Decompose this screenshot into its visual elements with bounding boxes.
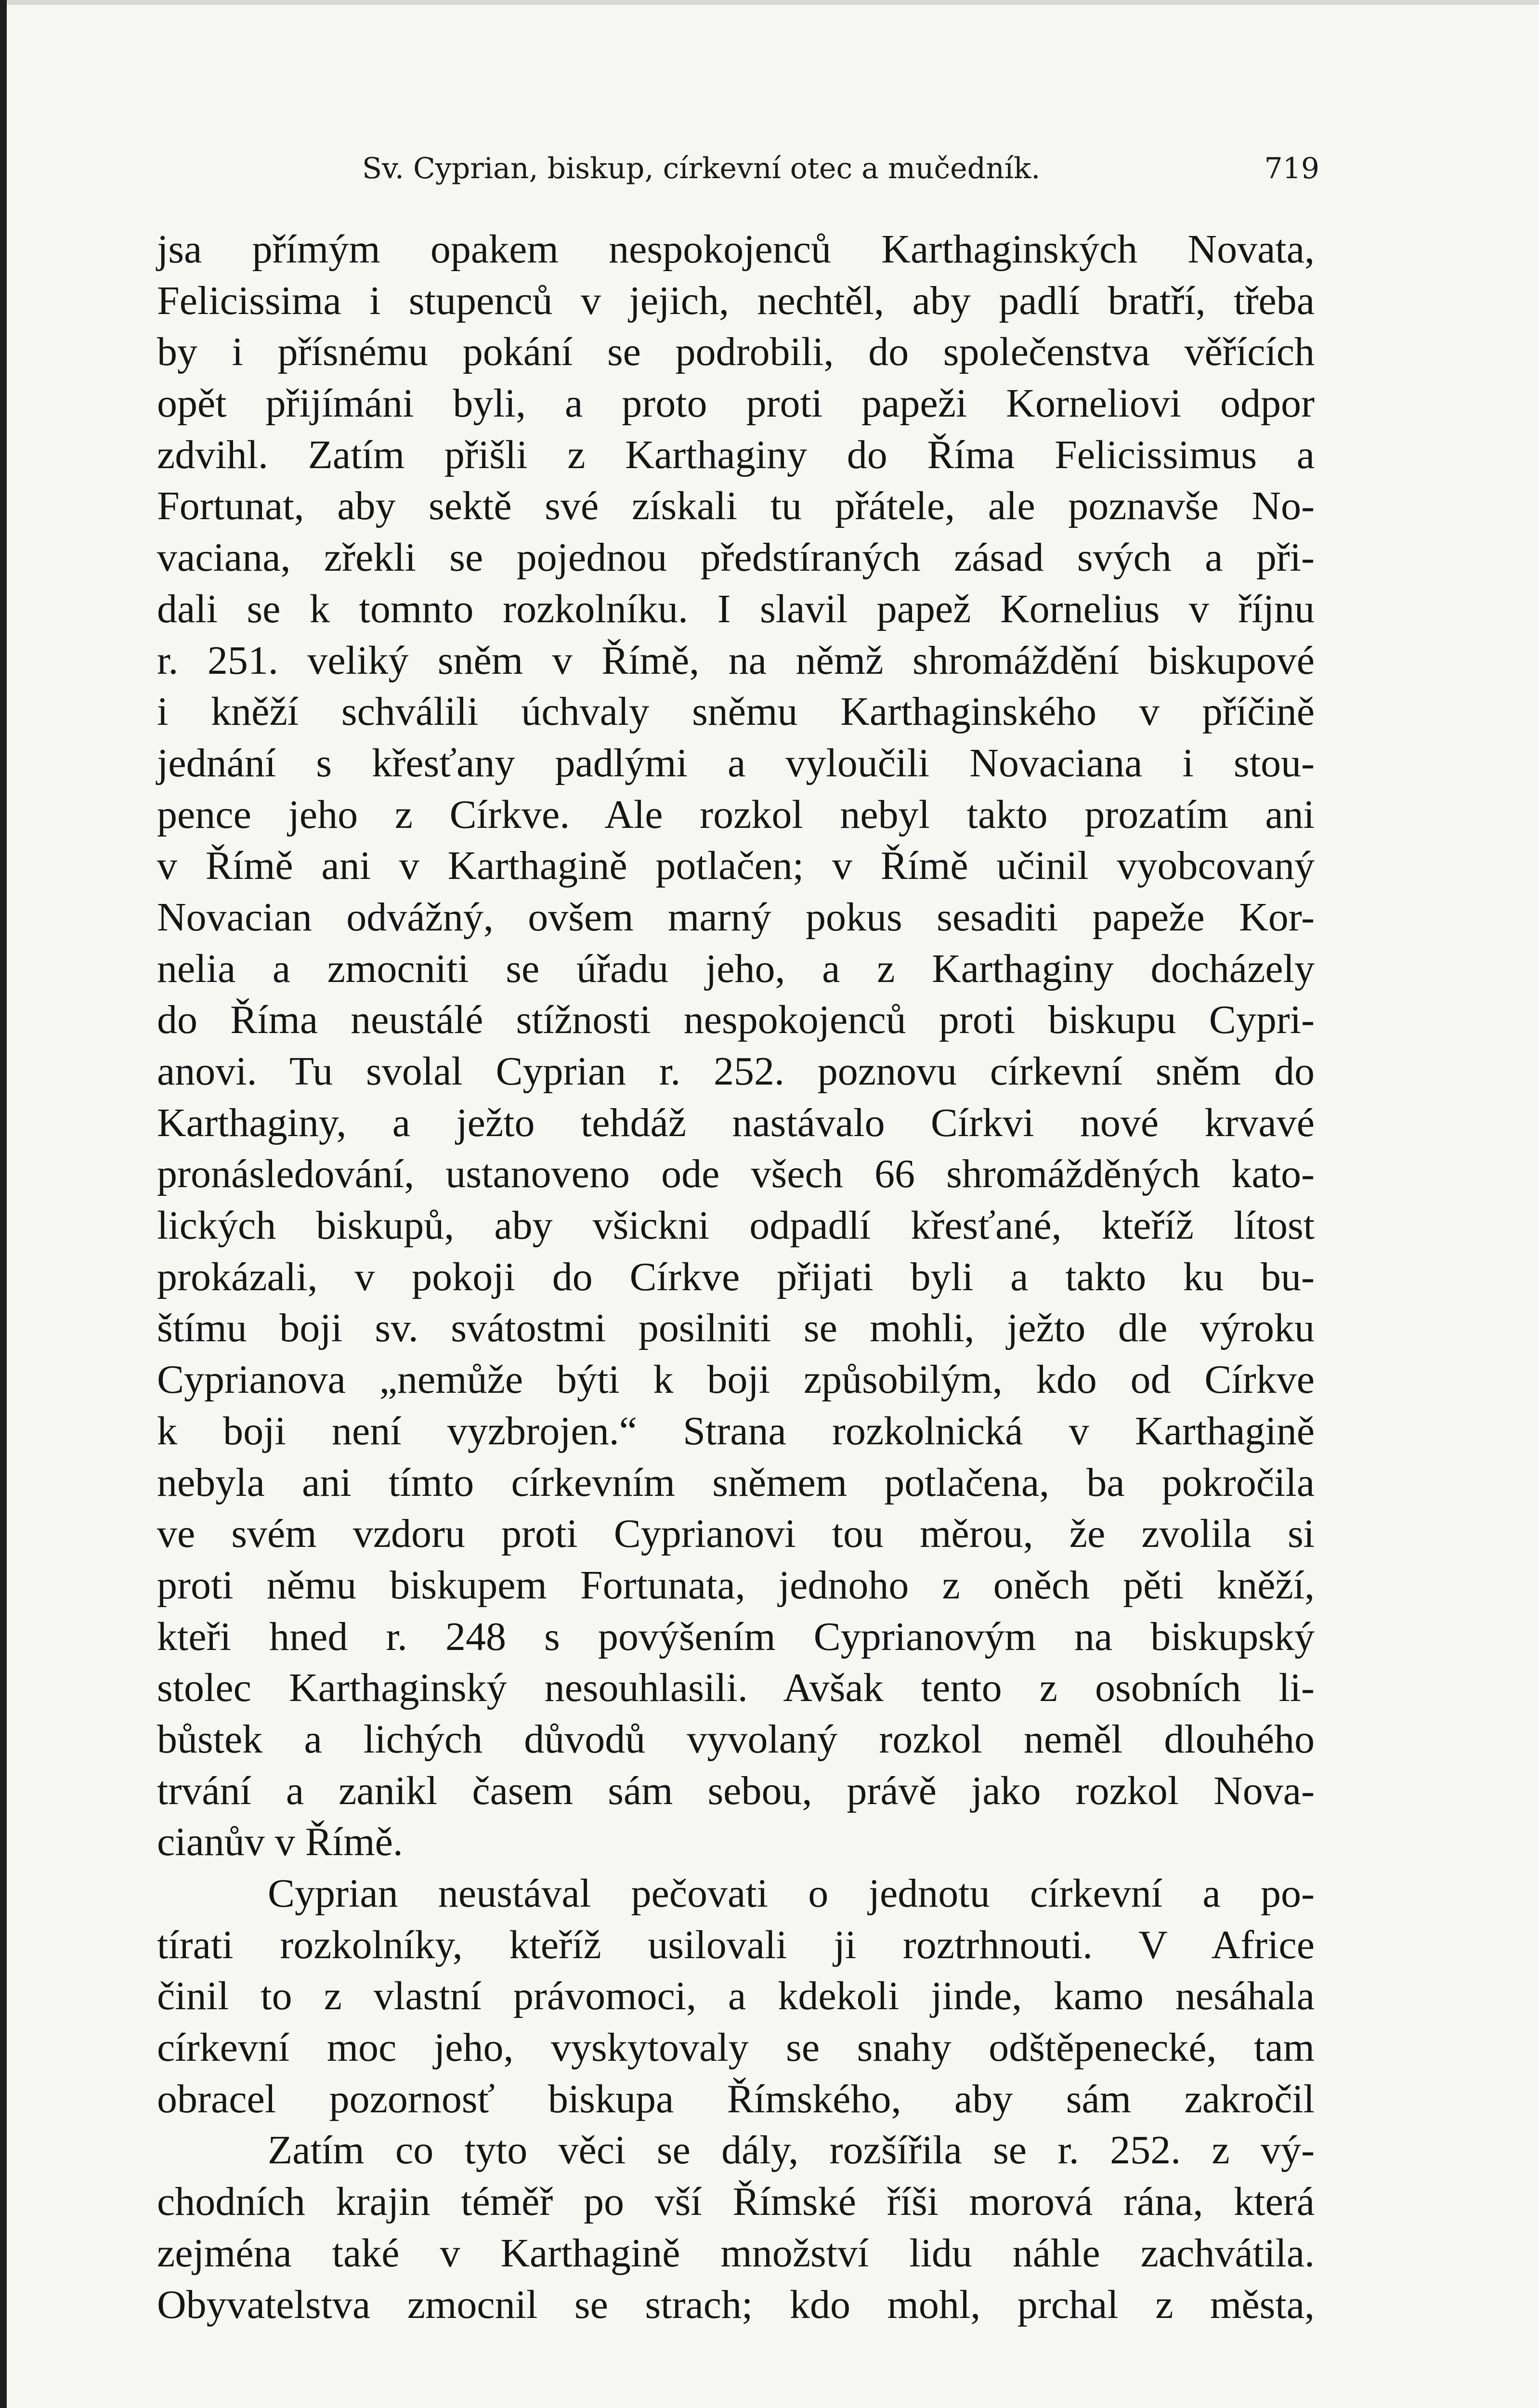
text-line: zejména také v Karthagině množství lidu náhle zachvátila. (157, 2230, 1315, 2276)
text-line: r. 251. veliký sněm v Římě, na němž shromáždění biskupové (157, 638, 1315, 683)
text-line: k boji není vyzbrojen.“ Strana rozkolnická v Karthagině (157, 1408, 1315, 1453)
text-line: jednání s křesťany padlými a vyloučili Novaciana i stou- (157, 740, 1315, 785)
text-line: zdvihl. Zatím přišli z Karthaginy do Říma Felicissimus a (157, 432, 1315, 477)
text-line: anovi. Tu svolal Cyprian r. 252. poznovu církevní sněm do (157, 1049, 1315, 1094)
text-line: stolec Karthaginský nesouhlasili. Avšak tento z osobních li- (157, 1665, 1315, 1711)
text-line: do Říma neustálé stížnosti nespokojenců proti biskupu Cypri- (157, 997, 1315, 1043)
body-text (157, 224, 1315, 2330)
text-line: obracel pozornosť biskupa Římského, aby sám zakročil (157, 2076, 1315, 2121)
text-line: bůstek a lichých důvodů vyvolaný rozkol neměl dlouhého (157, 1716, 1315, 1762)
text-line: vaciana, zřekli se pojednou předstíraných zásad svých a při- (157, 535, 1315, 580)
text-line: tírati rozkolníky, kteříž usilovali ji roztrhnouti. V Africe (157, 1922, 1315, 1967)
text-line: cianův v Římě. (157, 1819, 403, 1865)
running-title: Sv. Cyprian, biskup, církevní otec a mučedník. (362, 152, 1041, 185)
page-number: 719 (1264, 152, 1319, 185)
paragraph-first-line: Zatím co tyto věci se dály, rozšířila se r. 252. z vý- (268, 2128, 1315, 2173)
text-line: Fortunat, aby sektě své získali tu přátele, ale poznavše No- (157, 484, 1315, 529)
text-line: Cyprianova „nemůže býti k boji způsobilým, kdo od Církve (157, 1357, 1315, 1402)
text-line: Karthaginy, a ježto tehdáž nastávalo Církvi nové krvavé (157, 1100, 1315, 1145)
text-line: prokázali, v pokoji do Církve přijati byli a takto ku bu- (157, 1254, 1315, 1299)
text-line: nelia a zmocniti se úřadu jeho, a z Karthaginy docházely (157, 946, 1315, 991)
text-line: kteři hned r. 248 s povýšením Cyprianovým na biskupský (157, 1614, 1315, 1659)
text-line: štímu boji sv. svátostmi posilniti se mohli, ježto dle výroku (157, 1306, 1315, 1351)
text-line: v Římě ani v Karthagině potlačen; v Římě učinil vyobcovaný (157, 843, 1315, 889)
page-top-edge (0, 0, 1539, 5)
text-line: ve svém vzdoru proti Cyprianovi tou měrou, že zvolila si (157, 1511, 1315, 1557)
text-line: proti němu biskupem Fortunata, jednoho z oněch pěti kněží, (157, 1562, 1315, 1608)
text-line: nebyla ani tímto církevním sněmem potlačena, ba pokročila (157, 1460, 1315, 1505)
text-line: Novacian odvážný, ovšem marný pokus sesaditi papeže Kor- (157, 894, 1315, 940)
text-line: dali se k tomnto rozkolníku. I slavil papež Kornelius v říjnu (157, 586, 1315, 631)
text-line: jsa přímým opakem nespokojenců Karthaginských Novata, (157, 227, 1315, 272)
text-line: církevní moc jeho, vyskytovaly se snahy odštěpenecké, tam (157, 2025, 1315, 2070)
text-line: i kněží schválili úchvaly sněmu Karthaginského v příčině (157, 689, 1315, 734)
text-line: činil to z vlastní právomoci, a kdekoli jinde, kamo nesáhala (157, 1974, 1315, 2019)
text-line: lických biskupů, aby všickni odpadlí křesťané, kteříž lítost (157, 1203, 1315, 1248)
text-line: trvání a zanikl časem sám sebou, právě jako rozkol Nova- (157, 1768, 1315, 1813)
text-line: Obyvatelstva zmocnil se strach; kdo mohl, prchal z města, (157, 2282, 1315, 2327)
text-line: Felicissima i stupenců v jejich, nechtěl, aby padlí bratří, třeba (157, 278, 1315, 323)
page-binding-edge (0, 0, 7, 2408)
text-line: by i přísnému pokání se podrobili, do společenstva věřících (157, 329, 1315, 375)
paragraph-first-line: Cyprian neustával pečovati o jednotu církevní a po- (268, 1871, 1315, 1916)
text-line: chodních krajin téměř po vší Římské říši morová rána, která (157, 2179, 1315, 2225)
text-line: pronásledování, ustanoveno ode všech 66 shromážděných kato- (157, 1152, 1315, 1197)
text-line: opět přijímáni byli, a proto proti papeži Korneliovi odpor (157, 381, 1315, 426)
text-line: pence jeho z Církve. Ale rozkol nebyl takto prozatím ani (157, 792, 1315, 837)
